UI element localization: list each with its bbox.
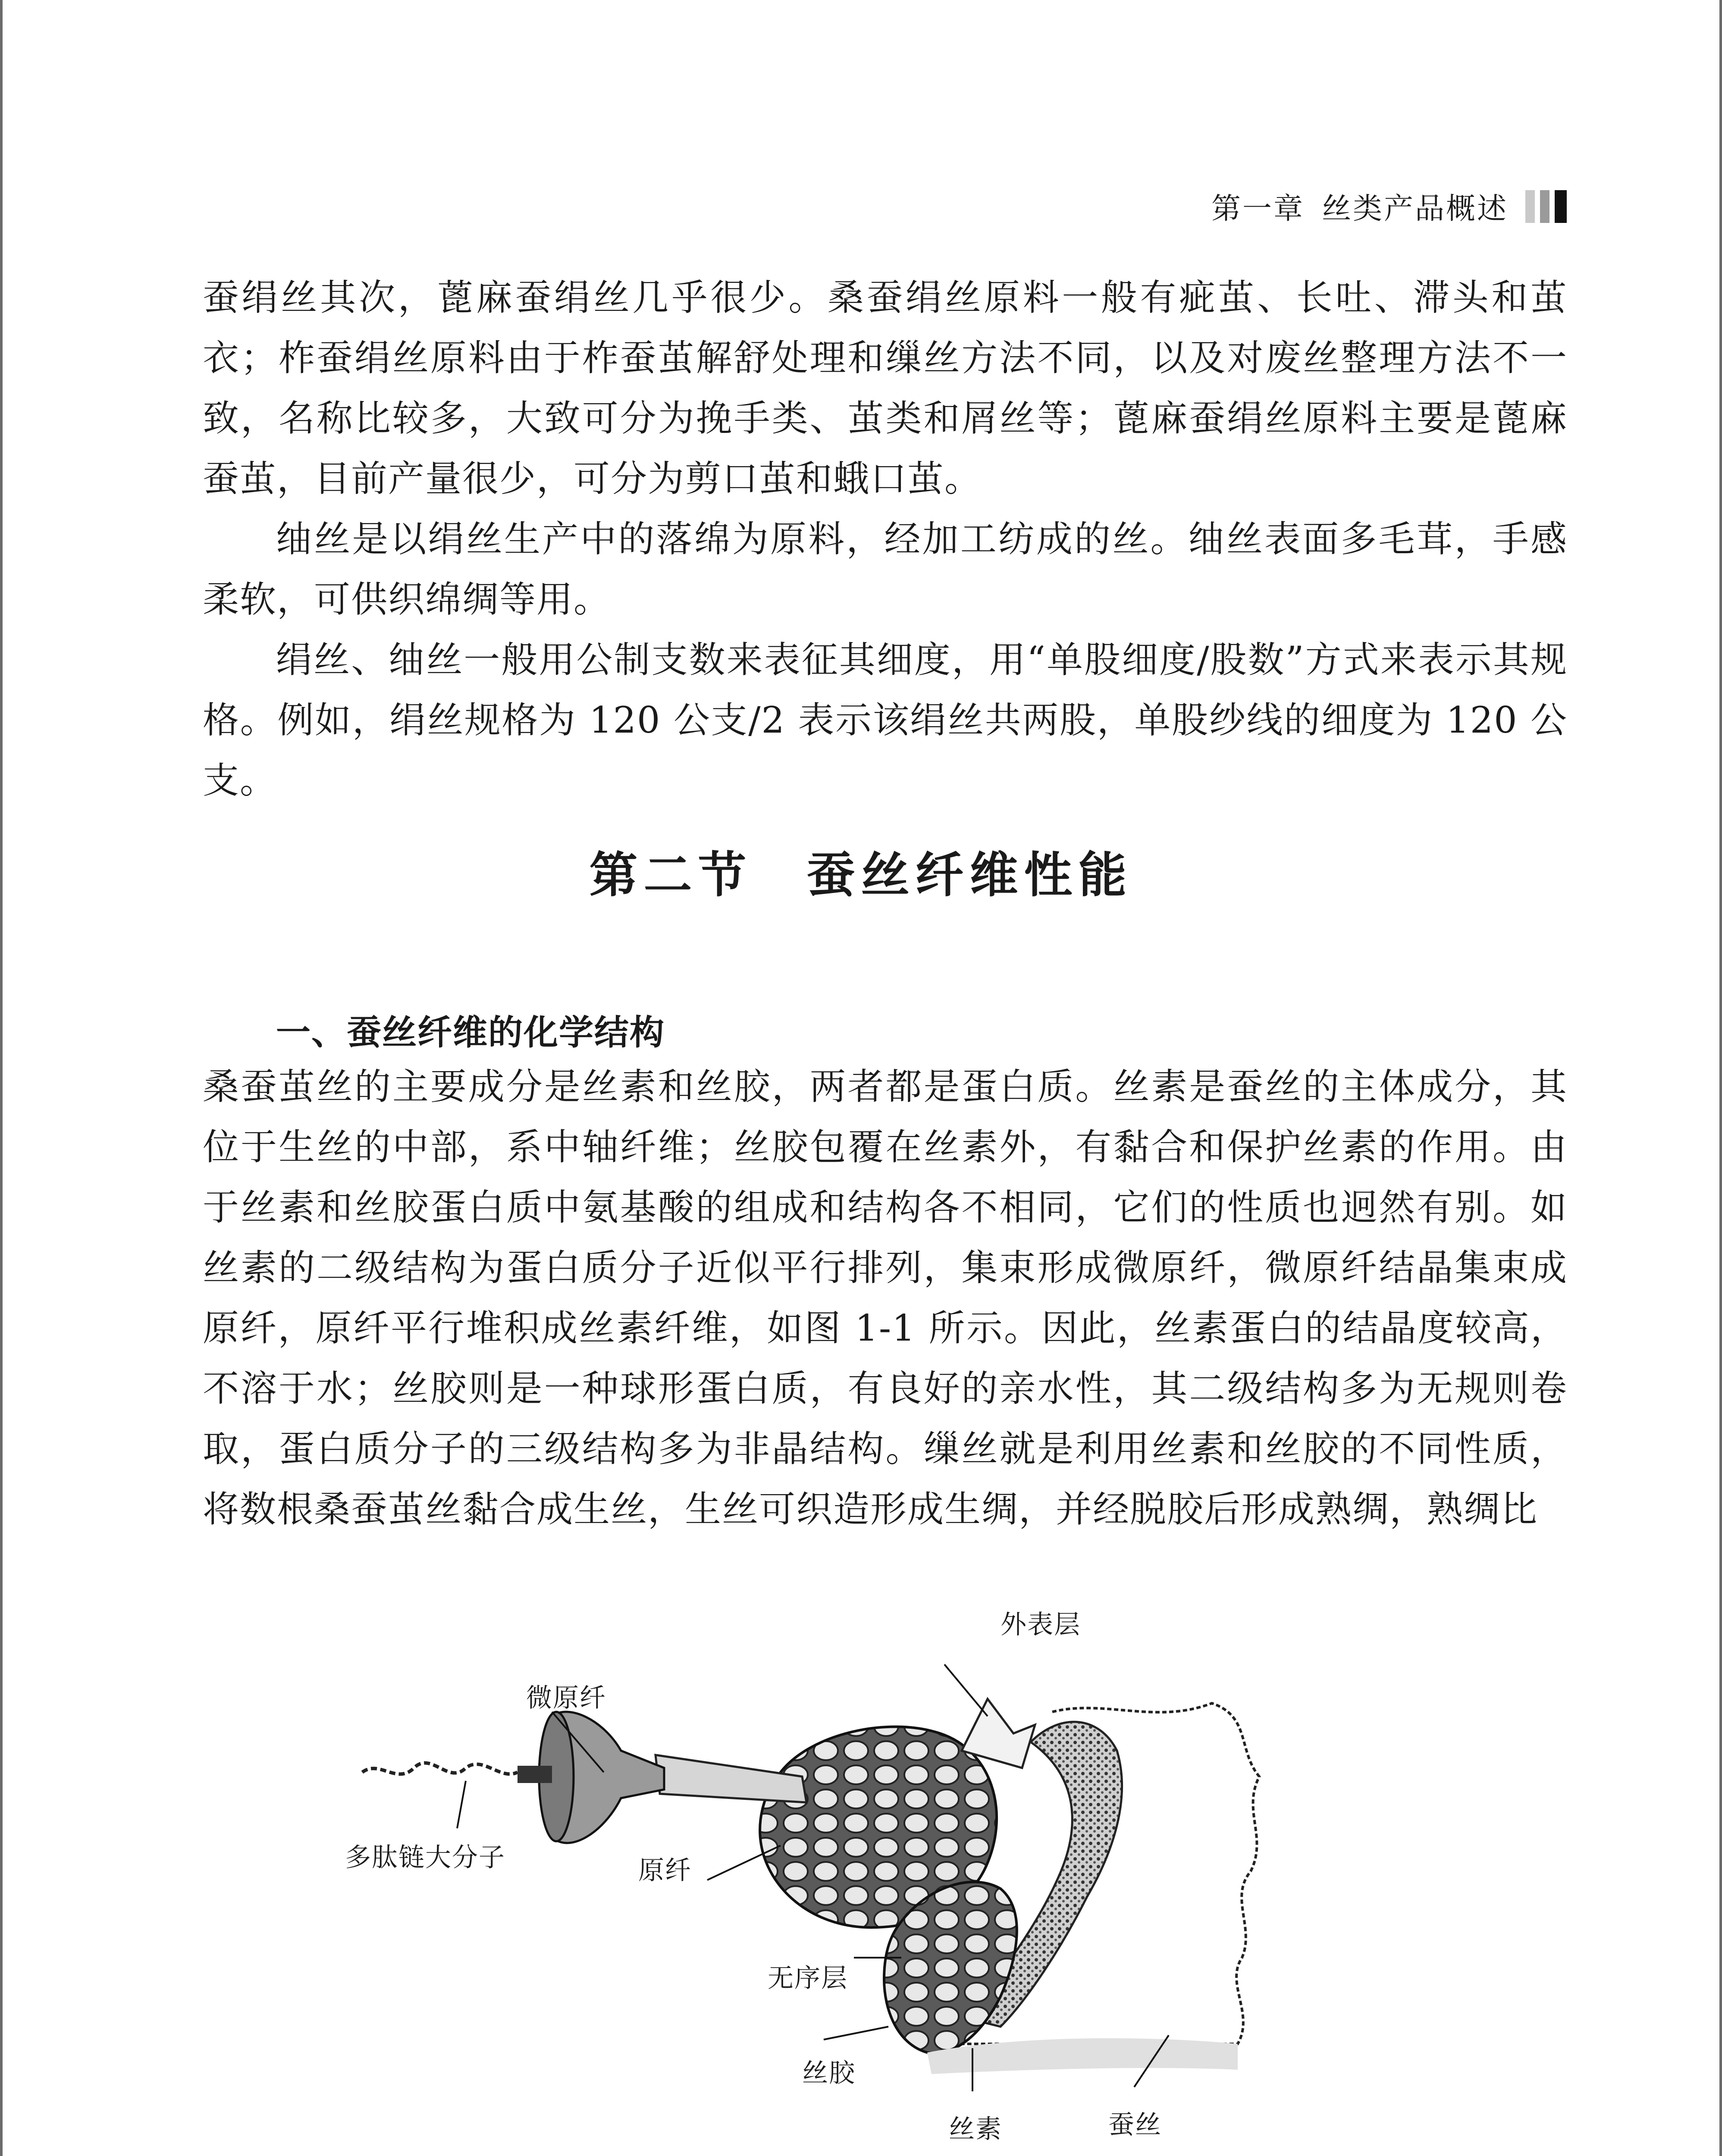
running-head	[1211, 185, 1567, 227]
top-text-block	[203, 267, 1568, 811]
label-fibril: 原纤	[638, 1855, 692, 1886]
section-text-block	[203, 1056, 1568, 1539]
subheading: 一、蚕丝纤维的化学结构	[276, 1012, 665, 1053]
label-fibroin: 丝素	[949, 2114, 1002, 2144]
section-title: 第二节 蚕丝纤维性能	[589, 847, 1133, 903]
paragraph-1: 蚕绢丝其次，蓖麻蚕绢丝几乎很少。桑蚕绢丝原料一般有疵茧、长吐、滞头和茧衣；柞蚕绢丝原料由于柞蚕茧解舒处理和缫丝方法不同，以及对废丝整理方法不一致，名称比较多，大致可分为挽手类、茧类和屑丝等；蓖麻蚕绢丝原料主要是蓖麻蚕茧，目前产量很少，可分为剪口茧和蛾口茧。	[203, 276, 1568, 500]
section-paragraph: 桑蚕茧丝的主要成分是丝素和丝胶，两者都是蛋白质。丝素是蚕丝的主体成分，其位于生丝的中部，系中轴纤维；丝胶包覆在丝素外，有黏合和保护丝素的作用。由于丝素和丝胶蛋白质中氨基酸的组成和结构各不相同，它们的性质也迥然有别。如丝素的二级结构为蛋白质分子近似平行排列，集束形成微原纤，微原纤结晶集束成原纤，原纤平行堆积成丝素纤维，如图 1-1 所示。因此，丝素蛋白的结晶度较高，不溶于水；丝胶则是一种球形蛋白质，有良好的亲水性，其二级结构多为无规则卷取，蛋白质分子的三级结构多为非晶结构。缫丝就是利用丝素和丝胶的不同性质，将数根桑蚕茧丝黏合成生丝，生丝可织造形成生绸，并经脱胶后形成熟绸，熟绸比	[203, 1065, 1568, 1530]
header-bars-decoration	[1525, 190, 1567, 223]
chapter-title: 丝类产品概述	[1321, 192, 1508, 226]
paragraph-2: 䌷丝是以绢丝生产中的落绵为原料，经加工纺成的丝。䌷丝表面多毛茸，手感柔软，可供织绵绸等用。	[203, 518, 1568, 620]
chapter-number: 第一章	[1211, 192, 1305, 226]
label-polypeptide-chain: 多肽链大分子	[345, 1843, 505, 1873]
label-outer-layer: 外表层	[1001, 1610, 1081, 1640]
label-microfibril: 微原纤	[526, 1683, 606, 1713]
figure-silk-structure	[328, 1570, 1406, 2156]
label-silk: 蚕丝	[1108, 2110, 1162, 2140]
label-amorphous-layer: 无序层	[768, 1963, 848, 1993]
paragraph-3: 绢丝、䌷丝一般用公制支数来表征其细度，用“单股细度/股数”方式来表示其规格。例如，绢丝规格为 120 公支/2 表示该绢丝共两股，单股纱线的细度为 120 公支。	[203, 639, 1568, 802]
label-sericin: 丝胶	[802, 2058, 856, 2088]
